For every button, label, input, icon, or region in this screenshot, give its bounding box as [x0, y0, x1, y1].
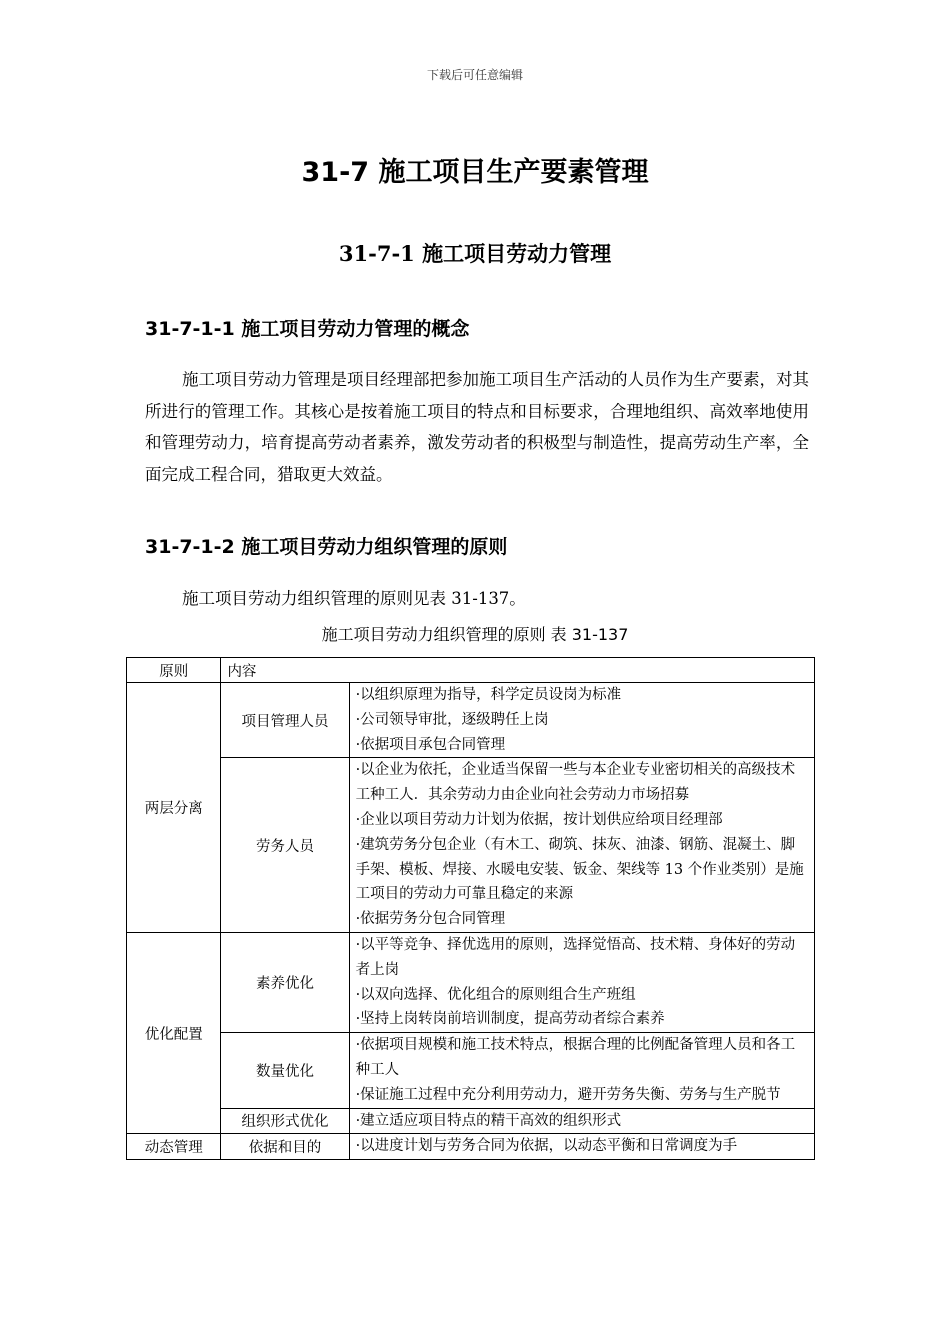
content-item: ·以企业为依托，企业适当保留一些与本企业专业密切相关的高级技术工种工人．其余劳动力由企业向社会劳动力市场招募 [355, 762, 796, 804]
category-cell: 劳务人员 [221, 758, 349, 933]
header-principle: 原则 [127, 658, 221, 683]
principle-cell: 两层分离 [127, 683, 221, 933]
content-cell [349, 1033, 814, 1108]
content-item: ·企业以项目劳动力计划为依据，按计划供应给项目经理部 [355, 811, 723, 828]
header-note: 下载后可任意编辑 [426, 68, 523, 82]
principle-cell: 动态管理 [127, 1134, 221, 1160]
content-item: ·建立适应项目特点的精干高效的组织形式 [355, 1112, 622, 1129]
content-item: ·建筑劳务分包企业（有木工、砌筑、抹灰、油漆、钢筋、混凝土、脚手架、模板、焊接、水暖电安装、钣金、架线等 13 个作业类别）是施工项目的劳动力可靠且稳定的来源 [355, 836, 804, 903]
category-cell: 素养优化 [221, 932, 349, 1032]
category-cell: 组织形式优化 [221, 1108, 349, 1134]
content-cell [349, 683, 814, 758]
subsection-heading-concept: 31-7-1-1 施工项目劳动力管理的概念 [145, 318, 470, 340]
category-cell: 数量优化 [221, 1033, 349, 1108]
table-row [127, 932, 815, 1032]
table-row [127, 683, 815, 758]
content-item: ·公司领导审批，逐级聘任上岗 [355, 711, 549, 728]
content-item: ·以组织原理为指导，科学定员设岗为标准 [355, 687, 622, 703]
principles-table [126, 657, 815, 1160]
content-cell [349, 1108, 814, 1134]
table-header-row [127, 658, 815, 683]
section-heading: 31-7-1 施工项目劳动力管理 [338, 241, 612, 266]
principle-cell: 优化配置 [127, 932, 221, 1133]
table-caption: 施工项目劳动力组织管理的原则 表 31-137 [321, 625, 629, 644]
content-item: ·保证施工过程中充分利用劳动力，避开劳务失衡、劳务与生产脱节 [355, 1086, 781, 1103]
content-cell [349, 1134, 814, 1160]
table-row [127, 758, 815, 933]
category-cell: 项目管理人员 [221, 683, 349, 758]
page-title: 31-7 施工项目生产要素管理 [301, 157, 649, 188]
concept-paragraph: 施工项目劳动力管理是项目经理部把参加施工项目生产活动的人员作为生产要素，对其所进行的管理工作。其核心是按着施工项目的特点和目标要求，合理地组织、高效率地使用和管理劳动力，培育提高劳动者素养，激发劳动者的积极型与制造性，提高劳动生产率，全面完成工程合同，猎取更大效益。 [145, 370, 809, 484]
content-item: ·依据项目承包合同管理 [355, 736, 506, 753]
content-item: ·以平等竞争、择优选用的原则，选择觉悟高、技术精、身体好的劳动者上岗 [355, 936, 796, 978]
subsection-heading-principles: 31-7-1-2 施工项目劳动力组织管理的原则 [145, 536, 508, 558]
table-row [127, 1033, 815, 1108]
table-row [127, 1108, 815, 1134]
principles-intro-paragraph: 施工项目劳动力组织管理的原则见表 31-137。 [182, 589, 526, 608]
content-item: ·以双向选择、优化组合的原则组合生产班组 [355, 986, 636, 1003]
content-item: ·依据劳务分包合同管理 [355, 911, 506, 928]
table-row [127, 1134, 815, 1160]
content-item: ·以进度计划与劳务合同为依据，以动态平衡和日常调度为手 [355, 1138, 738, 1155]
content-cell [349, 758, 814, 933]
content-item: ·坚持上岗转岗前培训制度，提高劳动者综合素养 [355, 1011, 665, 1028]
content-cell [349, 932, 814, 1032]
header-content: 内容 [221, 658, 815, 683]
category-cell: 依据和目的 [221, 1134, 349, 1160]
content-item: ·依据项目规模和施工技术特点，根据合理的比例配备管理人员和各工种工人 [355, 1037, 796, 1078]
